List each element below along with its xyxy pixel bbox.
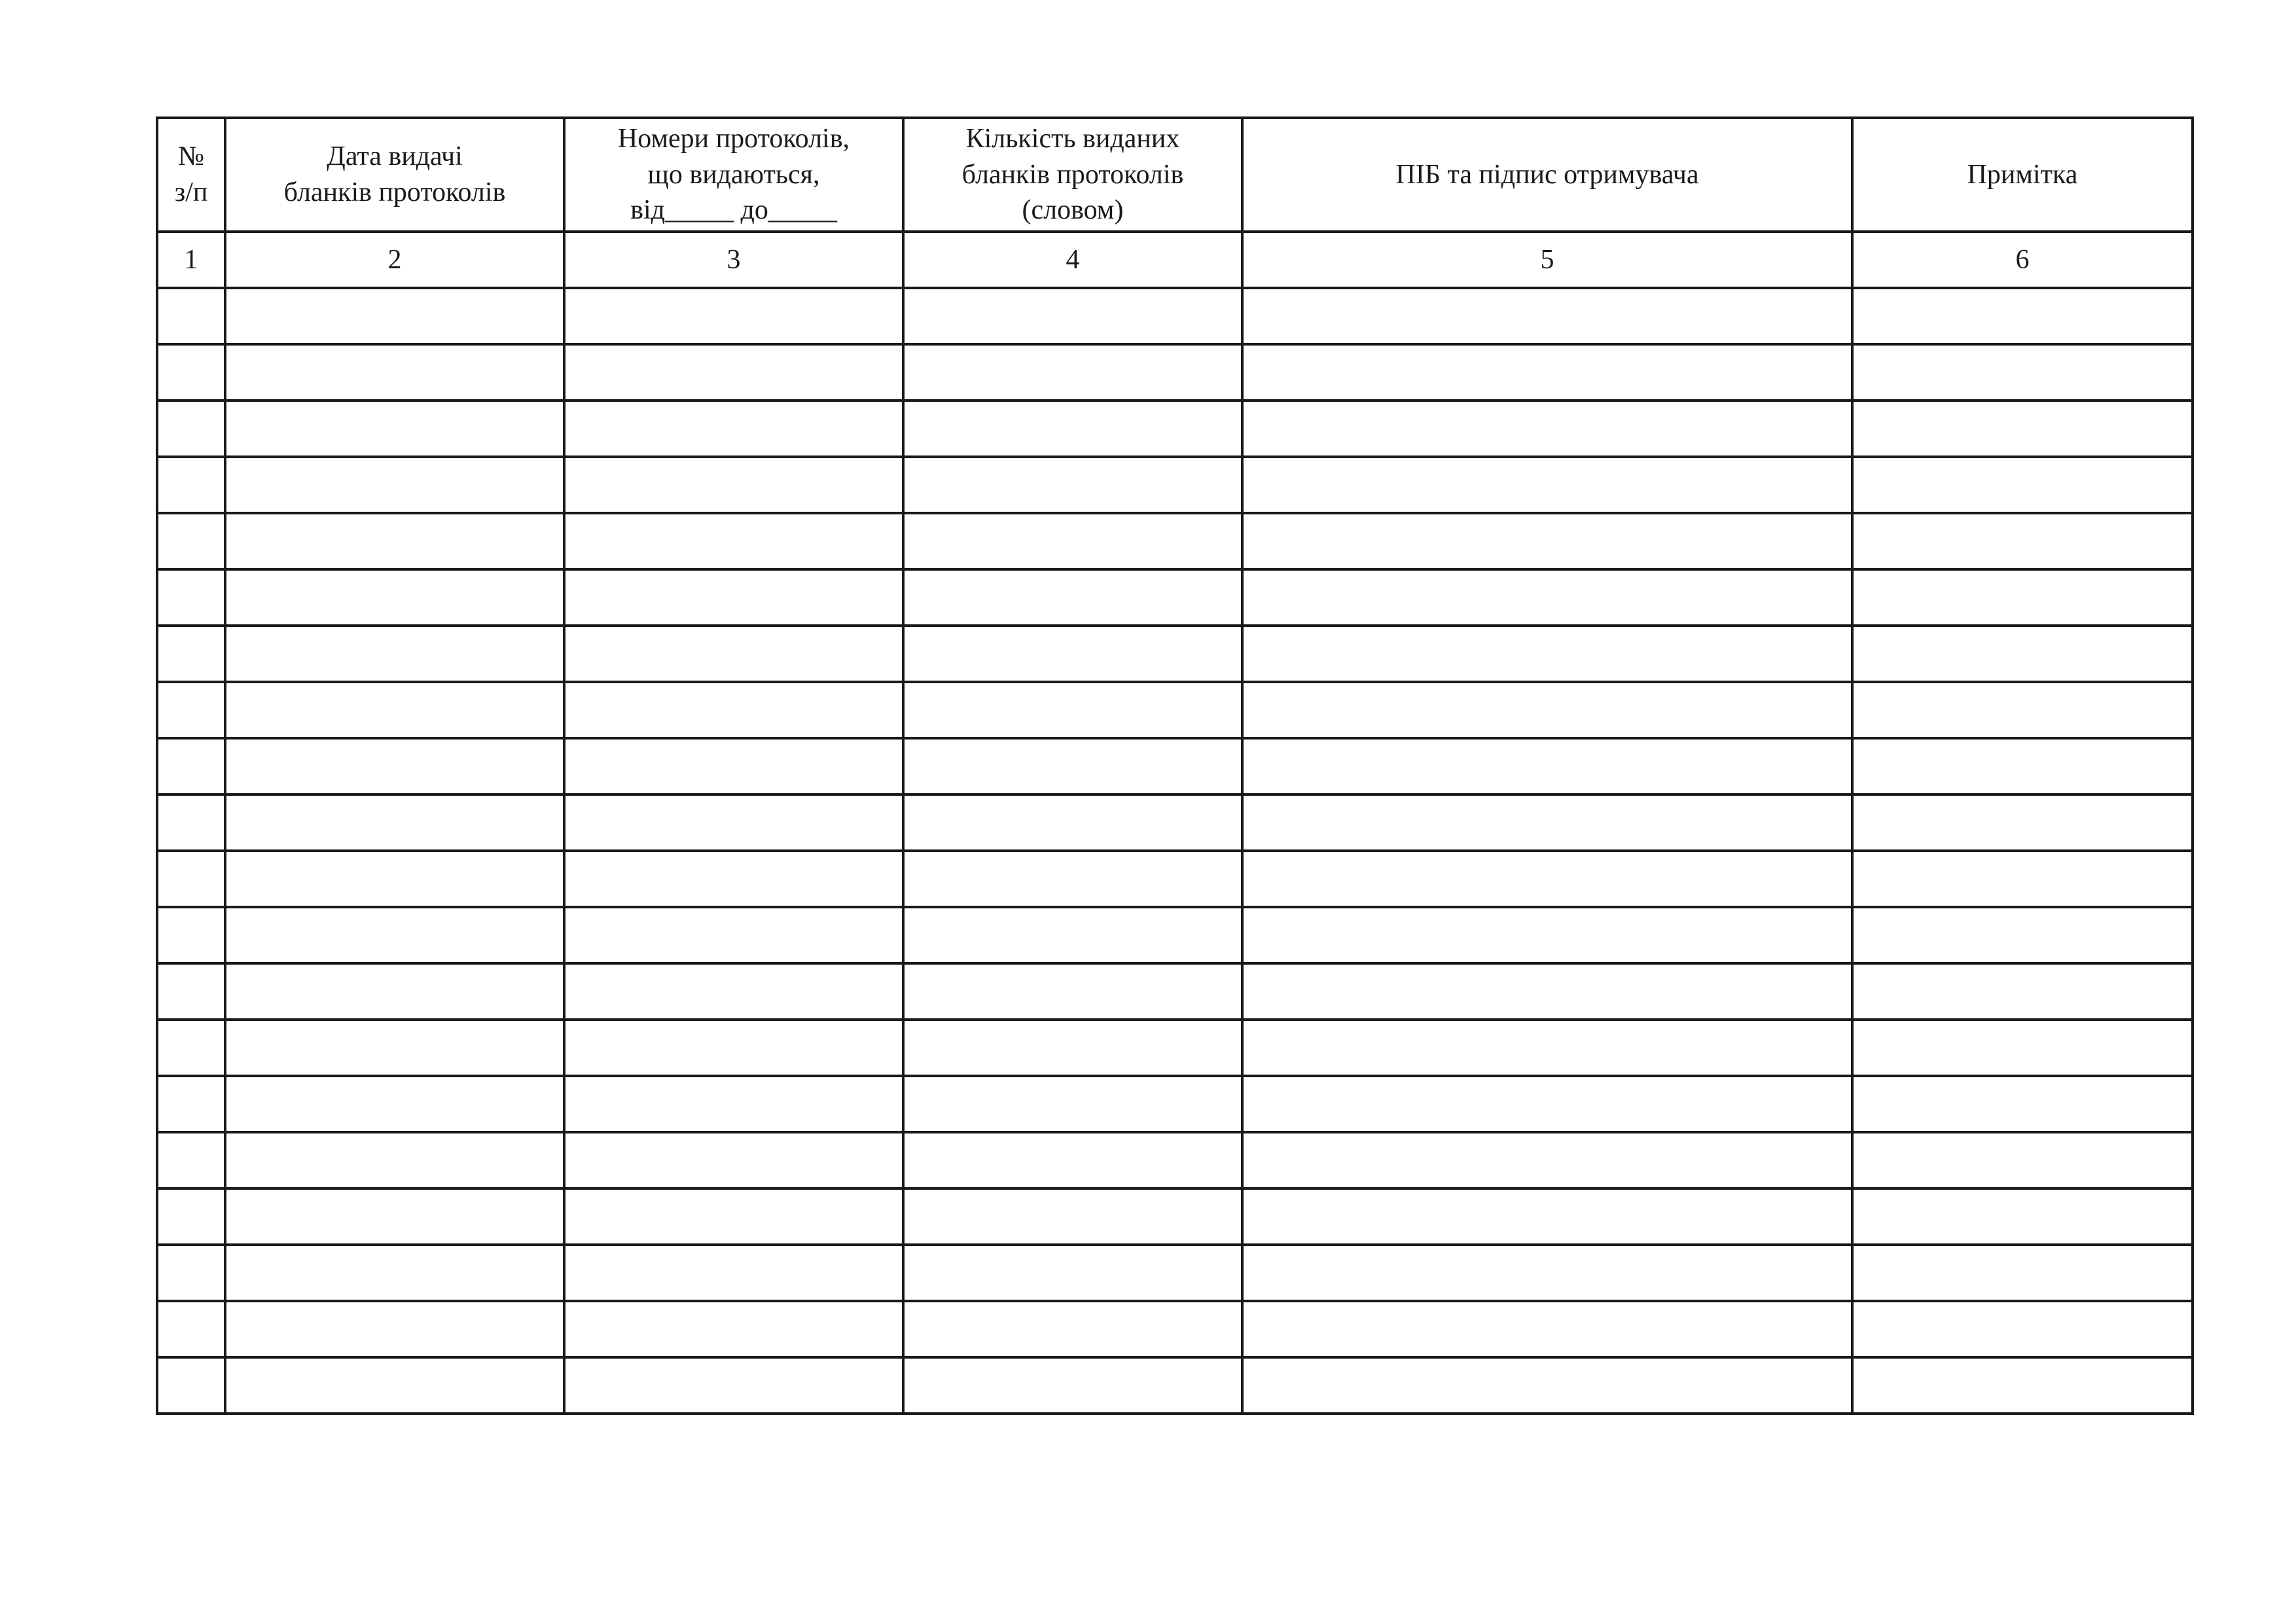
empty-cell bbox=[903, 1188, 1242, 1245]
empty-cell bbox=[564, 794, 903, 851]
table-row bbox=[157, 1245, 2193, 1301]
empty-cell bbox=[157, 1188, 225, 1245]
empty-cell bbox=[903, 288, 1242, 344]
empty-cell bbox=[225, 682, 564, 738]
empty-cell bbox=[903, 738, 1242, 794]
empty-cell bbox=[564, 569, 903, 626]
empty-cell bbox=[903, 963, 1242, 1020]
empty-cell bbox=[903, 457, 1242, 513]
empty-cell bbox=[225, 963, 564, 1020]
empty-cell bbox=[1242, 1301, 1852, 1357]
empty-cell bbox=[157, 851, 225, 907]
empty-cell bbox=[225, 794, 564, 851]
header-line: (словом) bbox=[1022, 195, 1124, 226]
empty-cell bbox=[564, 682, 903, 738]
empty-cell bbox=[225, 1020, 564, 1076]
header-row bbox=[157, 118, 2193, 232]
header-line: Кількість виданих bbox=[965, 124, 1180, 154]
empty-cell bbox=[564, 288, 903, 344]
empty-cell bbox=[1852, 738, 2193, 794]
table-row bbox=[157, 738, 2193, 794]
empty-cell bbox=[564, 457, 903, 513]
empty-cell bbox=[157, 1076, 225, 1132]
empty-cell bbox=[903, 851, 1242, 907]
empty-cell bbox=[1242, 1357, 1852, 1414]
empty-cell bbox=[1852, 569, 2193, 626]
empty-cell bbox=[903, 1245, 1242, 1301]
empty-cell bbox=[564, 738, 903, 794]
empty-cell bbox=[157, 288, 225, 344]
header-line: № bbox=[177, 141, 205, 172]
empty-cell bbox=[1242, 1076, 1852, 1132]
empty-cell bbox=[1242, 682, 1852, 738]
table-row bbox=[157, 907, 2193, 963]
empty-cell bbox=[157, 1245, 225, 1301]
column-number-cell: 2 bbox=[225, 232, 564, 288]
empty-cell bbox=[225, 344, 564, 401]
empty-cell bbox=[225, 738, 564, 794]
empty-cell bbox=[225, 569, 564, 626]
empty-cell bbox=[903, 344, 1242, 401]
empty-cell bbox=[157, 907, 225, 963]
empty-cell bbox=[564, 963, 903, 1020]
empty-cell bbox=[1242, 344, 1852, 401]
empty-cell bbox=[157, 1357, 225, 1414]
empty-cell bbox=[903, 401, 1242, 457]
empty-cell bbox=[1242, 1245, 1852, 1301]
header-line: з/п bbox=[174, 177, 208, 207]
table-row bbox=[157, 851, 2193, 907]
empty-cell bbox=[1242, 851, 1852, 907]
empty-cell bbox=[225, 626, 564, 682]
column-number-row bbox=[157, 232, 2193, 288]
empty-cell bbox=[157, 1301, 225, 1357]
empty-cell bbox=[225, 1245, 564, 1301]
header-line: ПІБ та підпис отримувача bbox=[1395, 159, 1699, 190]
empty-cell bbox=[157, 401, 225, 457]
empty-cell bbox=[1852, 682, 2193, 738]
header-line: Примітка bbox=[1967, 159, 2078, 190]
header-line: що видаються, bbox=[647, 159, 820, 190]
empty-cell bbox=[225, 513, 564, 569]
empty-cell bbox=[225, 851, 564, 907]
table-row bbox=[157, 457, 2193, 513]
header-line: Номери протоколів, bbox=[617, 124, 850, 154]
header-cell-recipient-signature bbox=[1242, 118, 1852, 232]
table-row bbox=[157, 569, 2193, 626]
table-row bbox=[157, 513, 2193, 569]
empty-cell bbox=[157, 626, 225, 682]
empty-cell bbox=[564, 851, 903, 907]
empty-cell bbox=[157, 794, 225, 851]
empty-cell bbox=[564, 1301, 903, 1357]
empty-cell bbox=[1852, 288, 2193, 344]
empty-cell bbox=[157, 344, 225, 401]
column-number-cell: 3 bbox=[564, 232, 903, 288]
empty-cell bbox=[1242, 963, 1852, 1020]
empty-cell bbox=[1852, 513, 2193, 569]
empty-cell bbox=[903, 1132, 1242, 1188]
empty-cell bbox=[1242, 626, 1852, 682]
empty-cell bbox=[903, 626, 1242, 682]
table-row bbox=[157, 401, 2193, 457]
empty-cell bbox=[225, 1301, 564, 1357]
empty-cell bbox=[903, 569, 1242, 626]
table-row bbox=[157, 288, 2193, 344]
empty-cell bbox=[1852, 1132, 2193, 1188]
empty-cell bbox=[225, 1357, 564, 1414]
empty-cell bbox=[903, 513, 1242, 569]
empty-cell bbox=[157, 738, 225, 794]
empty-cell bbox=[903, 682, 1242, 738]
empty-cell bbox=[225, 1132, 564, 1188]
empty-cell bbox=[157, 682, 225, 738]
protocol-forms-register-table bbox=[156, 116, 2194, 1415]
empty-cell bbox=[564, 1020, 903, 1076]
column-number-cell: 5 bbox=[1242, 232, 1852, 288]
table-row bbox=[157, 1132, 2193, 1188]
empty-cell bbox=[1852, 794, 2193, 851]
empty-cell bbox=[1242, 513, 1852, 569]
table-row bbox=[157, 344, 2193, 401]
header-cell-note bbox=[1852, 118, 2193, 232]
column-number-cell: 1 bbox=[157, 232, 225, 288]
table-row bbox=[157, 1020, 2193, 1076]
empty-cell bbox=[564, 626, 903, 682]
empty-cell bbox=[564, 513, 903, 569]
empty-cell bbox=[225, 288, 564, 344]
empty-cell bbox=[564, 1245, 903, 1301]
table-row bbox=[157, 794, 2193, 851]
header-cell-issue-date bbox=[225, 118, 564, 232]
header-line: бланків протоколів bbox=[283, 177, 506, 207]
empty-cell bbox=[1852, 1245, 2193, 1301]
empty-cell bbox=[564, 1132, 903, 1188]
empty-cell bbox=[157, 1132, 225, 1188]
empty-cell bbox=[903, 1020, 1242, 1076]
empty-cell bbox=[564, 1357, 903, 1414]
empty-cell bbox=[564, 401, 903, 457]
empty-cell bbox=[1852, 1301, 2193, 1357]
empty-cell bbox=[903, 794, 1242, 851]
empty-cell bbox=[1852, 626, 2193, 682]
empty-cell bbox=[225, 1076, 564, 1132]
empty-cell bbox=[903, 907, 1242, 963]
table-row bbox=[157, 1301, 2193, 1357]
empty-cell bbox=[1852, 344, 2193, 401]
empty-cell bbox=[1242, 738, 1852, 794]
empty-cell bbox=[1852, 401, 2193, 457]
empty-cell bbox=[1852, 1020, 2193, 1076]
empty-cell bbox=[225, 457, 564, 513]
empty-cell bbox=[1242, 907, 1852, 963]
empty-cell bbox=[1242, 457, 1852, 513]
empty-cell bbox=[225, 907, 564, 963]
empty-cell bbox=[1852, 907, 2193, 963]
empty-cell bbox=[157, 457, 225, 513]
header-line: від_____ до_____ bbox=[630, 195, 837, 226]
header-line: бланків протоколів bbox=[961, 159, 1184, 190]
header-cell-protocol-numbers bbox=[564, 118, 903, 232]
empty-cell bbox=[1852, 1188, 2193, 1245]
empty-cell bbox=[1852, 963, 2193, 1020]
table-body bbox=[157, 288, 2193, 1414]
header-line: Дата видачі bbox=[327, 141, 463, 172]
empty-cell bbox=[225, 401, 564, 457]
empty-cell bbox=[157, 1020, 225, 1076]
empty-cell bbox=[157, 513, 225, 569]
table-row bbox=[157, 626, 2193, 682]
empty-cell bbox=[903, 1357, 1242, 1414]
empty-cell bbox=[1242, 288, 1852, 344]
empty-cell bbox=[1242, 1132, 1852, 1188]
empty-cell bbox=[157, 963, 225, 1020]
table-row bbox=[157, 682, 2193, 738]
table-row bbox=[157, 963, 2193, 1020]
header-cell-number bbox=[157, 118, 225, 232]
empty-cell bbox=[1242, 1020, 1852, 1076]
empty-cell bbox=[564, 907, 903, 963]
empty-cell bbox=[1242, 794, 1852, 851]
empty-cell bbox=[903, 1301, 1242, 1357]
empty-cell bbox=[1852, 457, 2193, 513]
table-row bbox=[157, 1188, 2193, 1245]
empty-cell bbox=[564, 1188, 903, 1245]
empty-cell bbox=[1242, 569, 1852, 626]
empty-cell bbox=[1852, 1076, 2193, 1132]
empty-cell bbox=[564, 1076, 903, 1132]
empty-cell bbox=[225, 1188, 564, 1245]
empty-cell bbox=[903, 1076, 1242, 1132]
empty-cell bbox=[1242, 1188, 1852, 1245]
column-number-cell: 6 bbox=[1852, 232, 2193, 288]
empty-cell bbox=[1852, 1357, 2193, 1414]
table-row bbox=[157, 1076, 2193, 1132]
header-cell-issued-quantity bbox=[903, 118, 1242, 232]
empty-cell bbox=[564, 344, 903, 401]
column-number-cell: 4 bbox=[903, 232, 1242, 288]
empty-cell bbox=[1852, 851, 2193, 907]
empty-cell bbox=[157, 569, 225, 626]
empty-cell bbox=[1242, 401, 1852, 457]
table-row bbox=[157, 1357, 2193, 1414]
